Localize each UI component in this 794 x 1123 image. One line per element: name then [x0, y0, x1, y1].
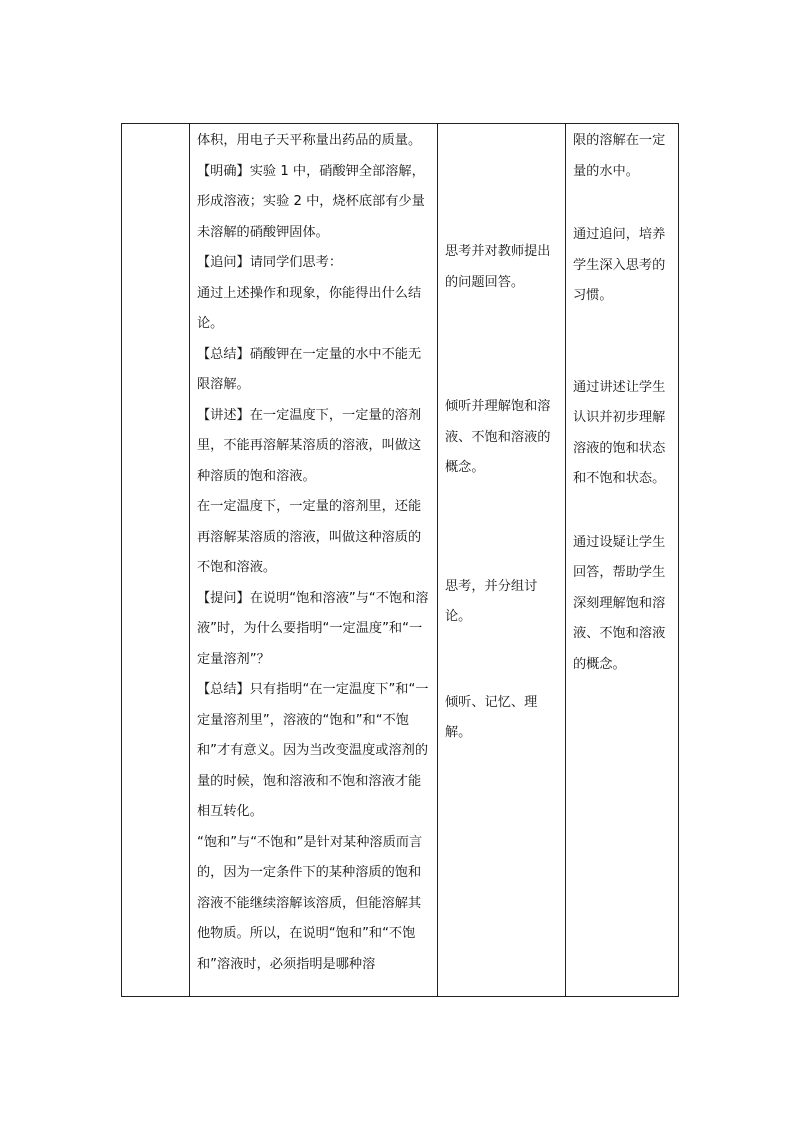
- teacher-text-1: 【明确】实验 1 中，硝酸钾全部溶解，形成溶液；实验 2 中，烧杯底部有少量未溶解的硝酸钾固体。: [197, 163, 425, 240]
- intent-text-1: 通过追问，培养学生深入思考的习惯。: [573, 227, 666, 303]
- student-text-1: 倾听并理解饱和溶液、不饱和溶液的概念。: [445, 399, 551, 475]
- teacher-activity-cell: [190, 124, 438, 997]
- student-text-2: 思考，并分组讨论。: [445, 578, 538, 624]
- table-row: [122, 124, 679, 997]
- intent-text-2: 通过讲述让学生认识并初步理解溶液的饱和状态和不饱和状态。: [573, 379, 666, 486]
- teacher-text-2: 【追问】请同学们思考：: [197, 255, 343, 270]
- stage-cell: [122, 124, 190, 997]
- teacher-text-7: 【提问】在说明“饱和溶液”与“不饱和溶液”时，为什么要指明“一定温度”和“一定量溶剂”？: [197, 590, 429, 667]
- teacher-text-9: “饱和”与“不饱和”是针对某种溶质而言的，因为一定条件下的某种溶质的饱和溶液不能继续溶解该溶质，但能溶解其他物质。所以，在说明“饱和”和“不饱和”溶液时，必须指明是哪种溶: [197, 834, 423, 972]
- student-text-0: 思考并对教师提出的问题回答。: [445, 244, 551, 290]
- student-text-3: 倾听、记忆、理解。: [445, 694, 538, 740]
- lesson-plan-table: [121, 123, 679, 997]
- teacher-text-4: 【总结】硝酸钾在一定量的水中不能无限溶解。: [197, 346, 422, 392]
- student-activity-cell: [438, 124, 566, 997]
- teacher-text-3: 通过上述操作和现象，你能得出什么结论。: [197, 285, 422, 331]
- design-intent-cell: [566, 124, 679, 997]
- intent-text-0: 限的溶解在一定量的水中。: [573, 133, 666, 179]
- teacher-text-8: 【总结】只有指明“在一定温度下”和“一定量溶剂里”，溶液的“饱和”和“不饱和”才有意义。因为当改变温度或溶剂的量的时候，饱和溶液和不饱和溶液才能相互转化。: [197, 682, 429, 819]
- intent-text-3: 通过设疑让学生回答，帮助学生深刻理解饱和溶液、不饱和溶液的概念。: [573, 534, 666, 672]
- teacher-text-5: 【讲述】在一定温度下，一定量的溶剂里，不能再溶解某溶质的溶液，叫做这种溶质的饱和溶液。: [197, 407, 422, 484]
- teacher-text-0: 体积，用电子天平称量出药品的质量。: [197, 133, 422, 148]
- teacher-text-6: 在一定温度下，一定量的溶剂里，还能再溶解某溶质的溶液，叫做这种溶质的不饱和溶液。: [197, 499, 422, 575]
